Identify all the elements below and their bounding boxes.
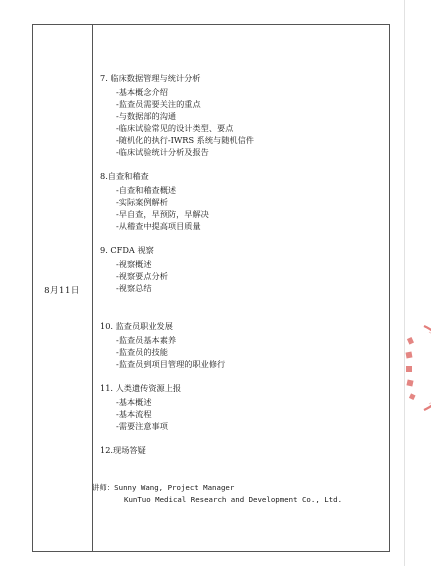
- section-title: 9. CFDA 视察: [100, 245, 154, 255]
- scan-edge-line: [404, 0, 405, 566]
- section-items: [100, 258, 168, 294]
- section-title: 11. 人类遗传资源上报: [100, 383, 182, 393]
- section-item: -监查员需要关注的重点: [116, 99, 201, 109]
- section-11: [100, 382, 181, 432]
- section-item: -从稽查中提高项目质量: [116, 221, 201, 231]
- section-item: -早自查，早预防，早解决: [116, 209, 209, 219]
- section-item: -与数据部的沟通: [116, 111, 177, 121]
- section-item: -监查员到项目管理的职业修行: [116, 359, 226, 369]
- table-column-divider: [92, 24, 93, 552]
- date-cell: 8月11日: [44, 286, 80, 296]
- section-item: -监查员基本素养: [116, 335, 177, 345]
- section-item: -临床试验统计分析及报告: [116, 147, 209, 157]
- section-12: [100, 444, 146, 456]
- section-item: -需要注意事项: [116, 421, 168, 431]
- section-9: [100, 244, 168, 294]
- section-7: [100, 72, 254, 158]
- section-item: -视察要点分析: [116, 271, 168, 281]
- section-items: [100, 396, 181, 432]
- section-item: -临床试验常见的设计类型、要点: [116, 123, 234, 133]
- section-10: [100, 320, 225, 370]
- section-items: [100, 334, 225, 370]
- lecturer-name-line: 讲师：Sunny Wang, Project Manager: [92, 483, 235, 492]
- section-item: -实际案例解析: [116, 197, 168, 207]
- section-title: 10. 监查员职业发展: [100, 321, 173, 331]
- section-items: [100, 184, 209, 232]
- section-item: -自查和稽查概述: [116, 185, 177, 195]
- section-item: -随机化的执行-IWRS 系统与随机信件: [116, 135, 254, 145]
- section-items: [100, 86, 254, 158]
- section-title: 8.自查和稽查: [100, 171, 149, 181]
- section-8: [100, 170, 209, 232]
- section-item: -视察概述: [116, 259, 152, 269]
- section-title: 7. 临床数据管理与统计分析: [100, 73, 201, 83]
- section-item: -视察总结: [116, 283, 152, 293]
- lecturer-info: [92, 482, 342, 505]
- section-item: -基本概念介绍: [116, 87, 168, 97]
- section-item: -基本概述: [116, 397, 152, 407]
- section-title: 12.现场答疑: [100, 445, 146, 455]
- lecturer-org-line: KunTuo Medical Research and Development Co., Ltd.: [124, 494, 343, 504]
- section-item: -基本流程: [116, 409, 152, 419]
- section-item: -监查员的技能: [116, 347, 168, 357]
